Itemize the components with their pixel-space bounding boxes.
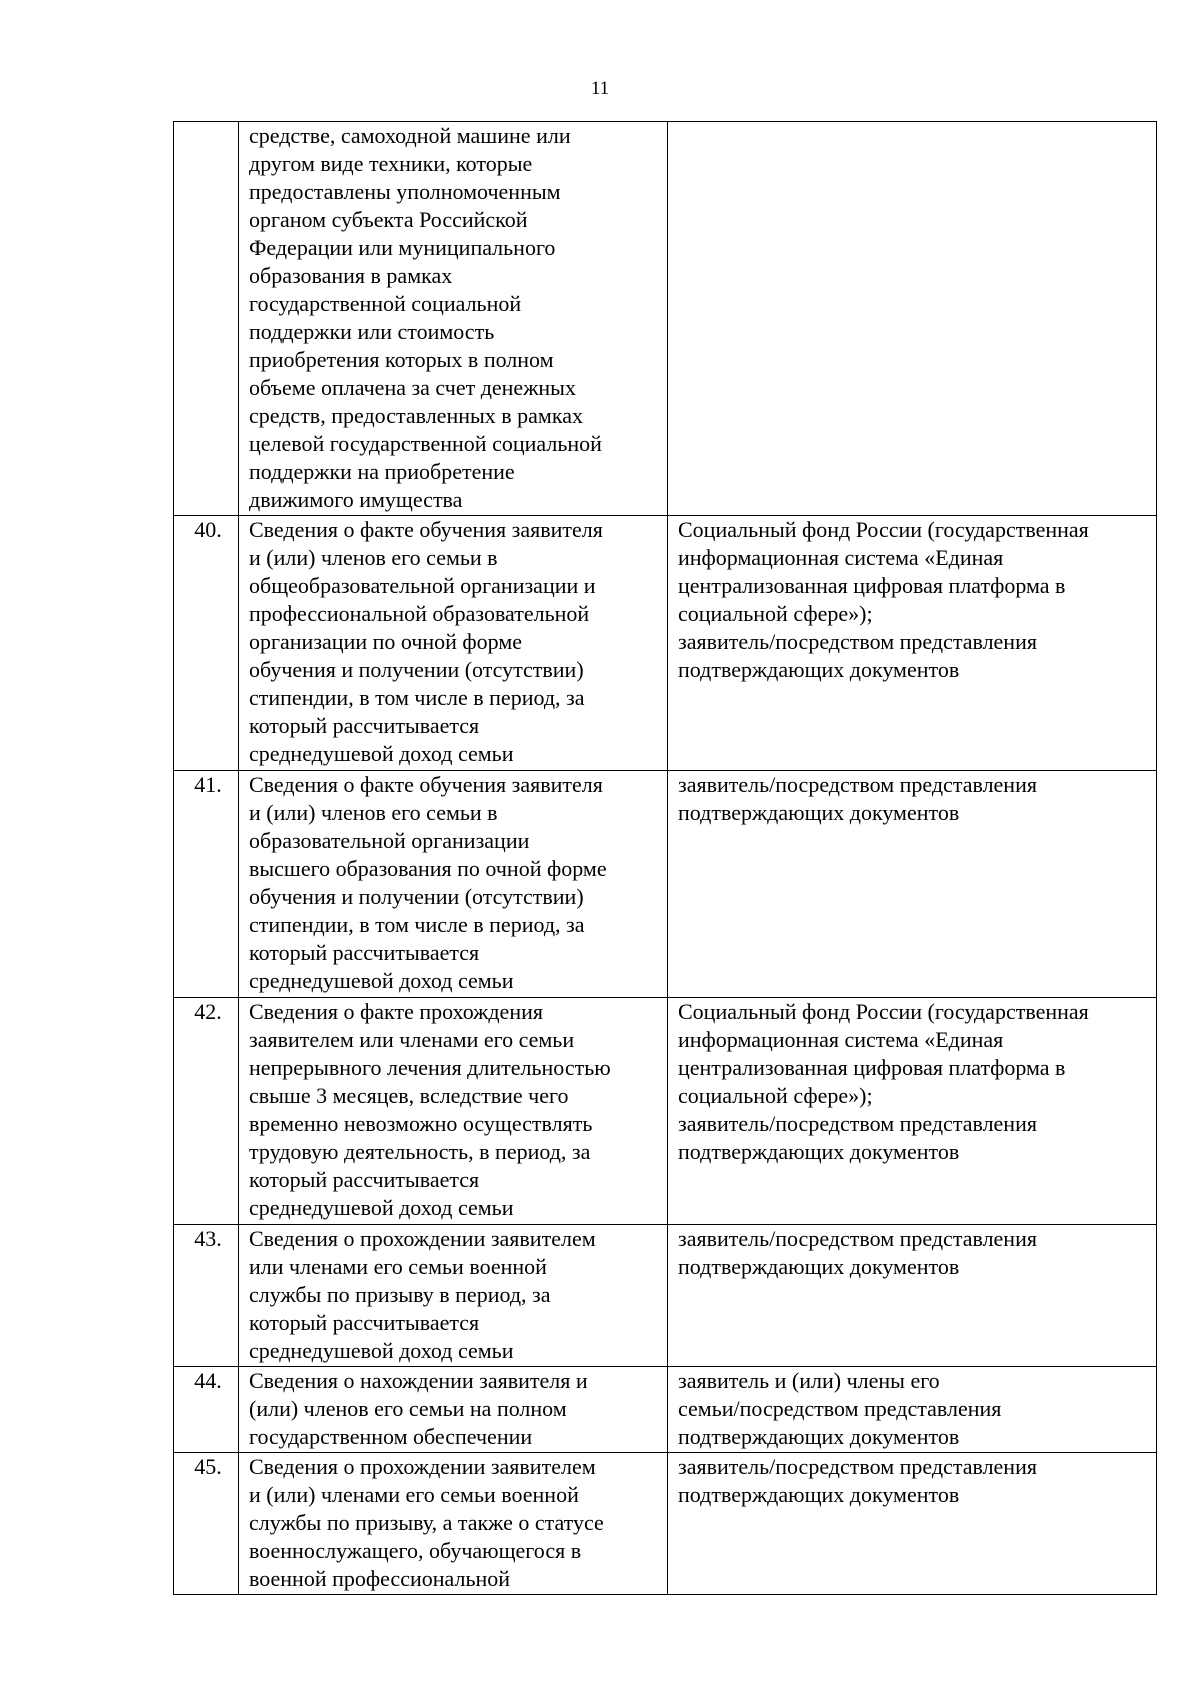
row-number: 40. [194,517,222,542]
row-description: Сведения о факте обучения заявителя и (или) членов его семьи в образовательной организации высшего образования по очной форме обучения и получении (отсутствии) стипендии, в том числе в период, за который рассчитывается среднедушевой доход семьи [249,772,607,993]
row-description: Сведения о факте обучения заявителя и (или) членов его семьи в общеобразовательной организации и профессиональной образовательной организации по очной форме обучения и получении (отсутствии) стипендии, в том числе в период, за который рассчитывается среднедушевой доход семьи [249,517,603,766]
row-source: заявитель/посредством представления подтверждающих документов [678,1226,1037,1279]
document-table [173,121,1157,1595]
description-cell [239,122,668,516]
description-cell [239,771,668,998]
description-cell [239,1225,668,1367]
row-description: Сведения о прохождении заявителем и (или) членами его семьи военной службы по призыву, а также о статусе военнослужащего, обучающегося в военной профессиональной [249,1454,604,1591]
source-cell [668,771,1157,998]
row-number: 41. [194,772,222,797]
source-cell [668,1367,1157,1453]
description-cell [239,516,668,771]
row-number: 44. [194,1368,222,1393]
source-cell [668,1453,1157,1595]
row-number-cell [174,1225,239,1367]
table-row [174,516,1157,771]
row-number-cell [174,516,239,771]
row-description: средстве, самоходной машине или другом виде техники, которые предоставлены уполномоченным органом субъекта Российской Федерации или муниципального образования в рамках государственной социальной поддержки или стоимость приобретения которых в полном объеме оплачена за счет денежных средств, предоставленных в рамках целевой государственной социальной поддержки на приобретение движимого имущества [249,123,602,512]
description-cell [239,1453,668,1595]
row-number: 42. [194,999,222,1024]
row-number-cell [174,998,239,1225]
row-description: Сведения о прохождении заявителем или членами его семьи военной службы по призыву в период, за который рассчитывается среднедушевой доход семьи [249,1226,596,1363]
source-cell [668,122,1157,516]
description-cell [239,998,668,1225]
table-row [174,1367,1157,1453]
table-row [174,1225,1157,1367]
source-cell [668,1225,1157,1367]
row-number: 43. [194,1226,222,1251]
row-source: Социальный фонд России (государственная информационная система «Единая централизованная цифровая платформа в социальной сфере»); заявитель/посредством представления подтверждающих документов [678,517,1089,682]
page-number: 11 [590,78,610,99]
row-source: заявитель и (или) члены его семьи/посредством представления подтверждающих документов [678,1368,1002,1449]
row-source: Социальный фонд России (государственная информационная система «Единая централизованная цифровая платформа в социальной сфере»); заявитель/посредством представления подтверждающих документов [678,999,1089,1164]
row-description: Сведения о факте прохождения заявителем или членами его семьи непрерывного лечения длительностью свыше 3 месяцев, вследствие чего временно невозможно осуществлять трудовую деятельность, в период, за который рассчитывается среднедушевой доход семьи [249,999,611,1220]
row-number-cell [174,1453,239,1595]
table-row [174,1453,1157,1595]
source-cell [668,998,1157,1225]
row-number-cell [174,771,239,998]
source-cell [668,516,1157,771]
row-source: заявитель/посредством представления подтверждающих документов [678,1454,1037,1507]
table-row [174,998,1157,1225]
row-description: Сведения о нахождении заявителя и (или) членов его семьи на полном государственном обеспечении [249,1368,588,1449]
row-number-cell [174,122,239,516]
row-number: 45. [194,1454,222,1479]
table-row [174,122,1157,516]
row-source: заявитель/посредством представления подтверждающих документов [678,772,1037,825]
description-cell [239,1367,668,1453]
table-row [174,771,1157,998]
row-number-cell [174,1367,239,1453]
